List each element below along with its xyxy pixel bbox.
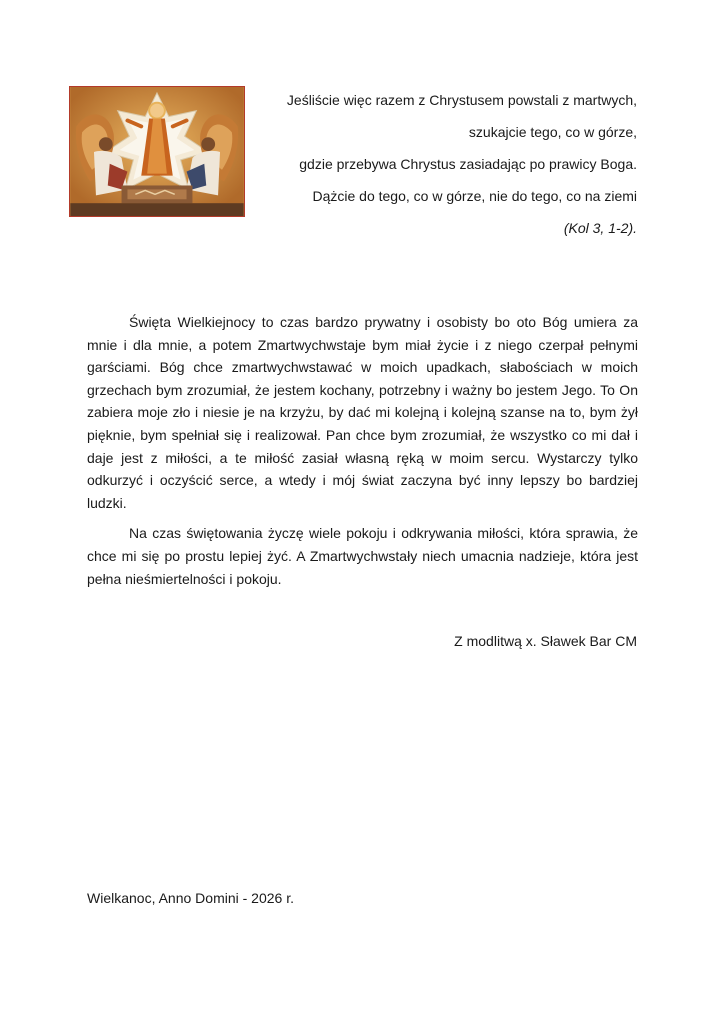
scripture-quote bbox=[237, 90, 637, 250]
footer-date: Wielkanoc, Anno Domini - 2026 r. bbox=[87, 890, 294, 906]
signature: Z modlitwą x. Sławek Bar CM bbox=[454, 633, 637, 649]
verse-line: gdzie przebywa Chrystus zasiadając po prawicy Boga. bbox=[299, 156, 637, 172]
verse-reference: (Kol 3, 1-2). bbox=[563, 220, 637, 236]
resurrection-icon bbox=[69, 86, 245, 217]
resurrection-icon-art bbox=[70, 87, 244, 216]
verse-line: szukajcie tego, co w górze, bbox=[468, 124, 637, 140]
body-paragraph: Na czas świętowania życzę wiele pokoju i odkrywania miłości, która sprawia, że chce mi się po prostu lepiej żyć. A Zmartwychwstały niech umacnia nadzieje, która jest pełna nieśmiertelności i pokoju. bbox=[87, 525, 638, 587]
body-paragraph: Święta Wielkiejnocy to czas bardzo prywatny i osobisty bo oto Bóg umiera za mnie i dla mnie, a potem Zmartwychwstaje bym miał życie i z niego czerpał pełnymi garściami. Bóg chce zmartwychwstawać w moich upadkach, słabościach w moich grzechach bym zrozumiał, że jestem kochany, potrzebny i ważny bo jestem Jego. To On zabiera moje zło i niesie je na krzyżu, by dać mi kolejną i kolejną szanse na to, bym żył pięknie, bym spełniał się i realizował. Pan chce bym zrozumiał, że wszystko co mi dał i daje jest z miłości, a te miłość zasiał własną ręką w moim sercu. Wystarczy tylko odkurzyć i oczyścić serce, a wtedy i mój świat zaczyna być inny lepszy bo bardziej ludzki. bbox=[87, 314, 638, 511]
verse-line: Dążcie do tego, co w górze, nie do tego, co na ziemi bbox=[312, 188, 637, 204]
greeting-body bbox=[87, 311, 638, 598]
verse-line: Jeśliście więc razem z Chrystusem powstali z martwych, bbox=[286, 92, 637, 108]
